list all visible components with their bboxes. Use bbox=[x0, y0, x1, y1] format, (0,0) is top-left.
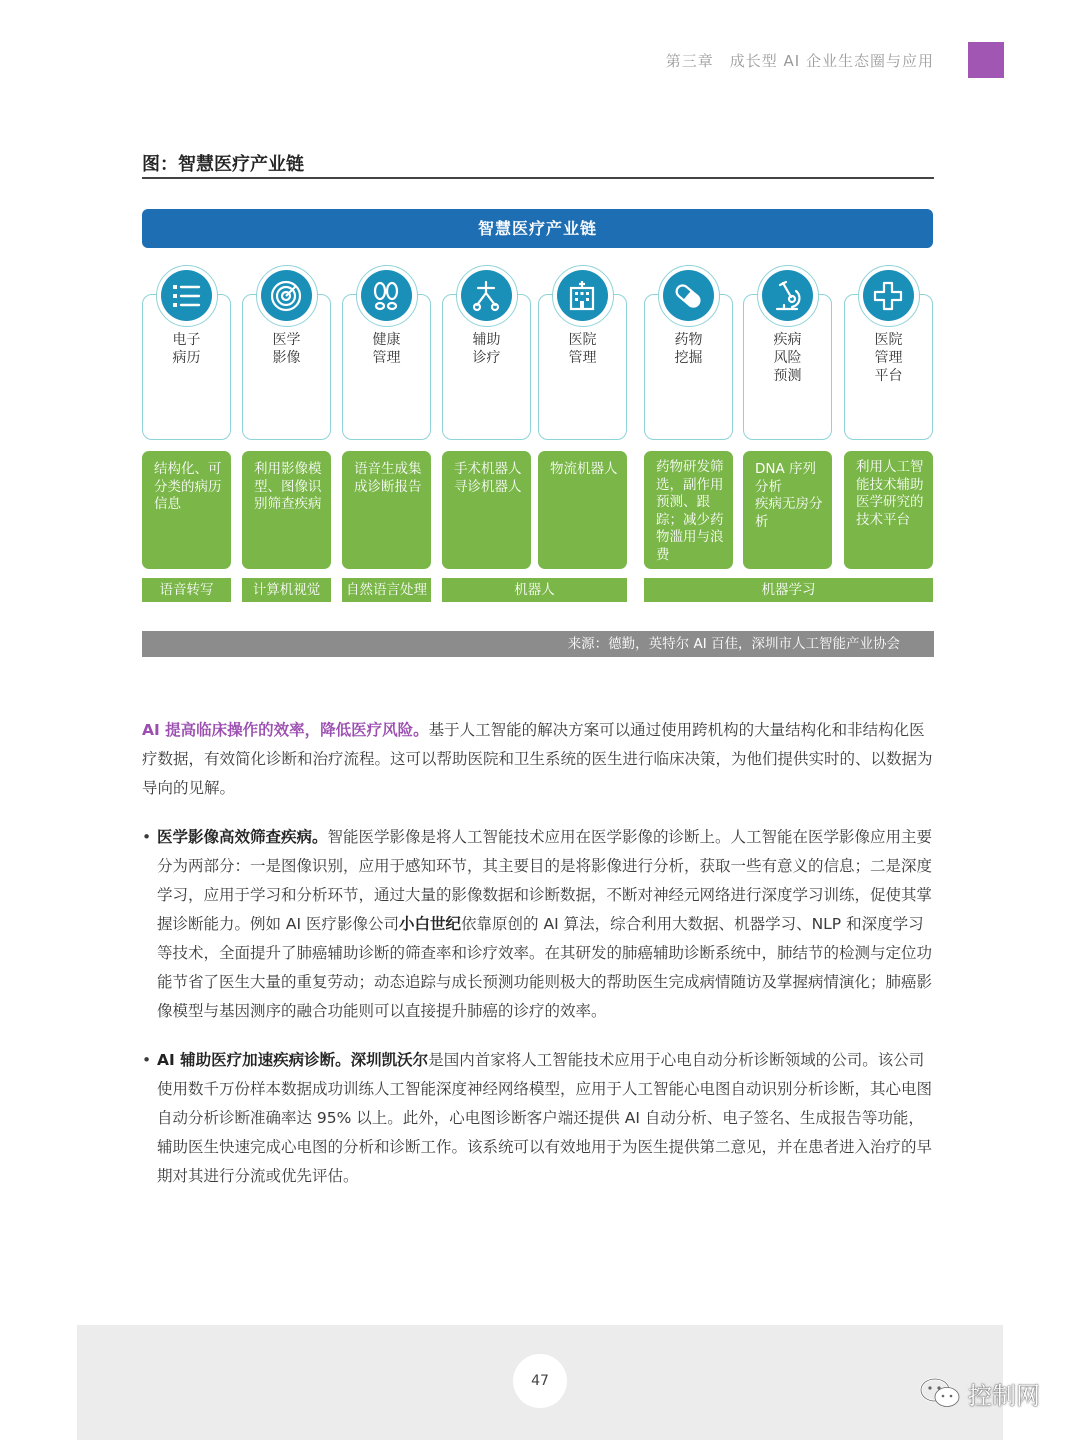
card-medical-imaging bbox=[242, 294, 331, 440]
desc-box: 手术机器人寻诊机器人 bbox=[442, 451, 531, 569]
medical-record-list-icon bbox=[161, 270, 212, 321]
tech-tag: 语音转写 bbox=[142, 578, 231, 602]
hospital-building-icon bbox=[557, 270, 608, 321]
company-name: 小白世纪 bbox=[399, 915, 462, 933]
card-hospital-platform bbox=[844, 294, 933, 440]
bullet-text: 是国内首家将人工智能技术应用于心电自动分析诊断领域的公司。该公司使用数千万份样本数据成功训练人工智能深度神经网络模型，应用于人工智能心电图自动识别分析诊断，其心电图自动分析诊断准确率达 95% 以上。此外，心电图诊断客户端还提供 AI 自动分析、电子签名、生成报告等功能，辅助医生快速完成心电图的分析和诊断工作。该系统可以有效地用于为医生提供第二意见，并在患者进入治疗的早期对其进行分流或优先评估。 bbox=[157, 1051, 933, 1185]
pill-icon bbox=[663, 270, 714, 321]
wechat-icon bbox=[918, 1376, 962, 1410]
card-disease-risk bbox=[743, 294, 832, 440]
microscope-icon bbox=[762, 270, 813, 321]
bullet-text: 依靠原创的 AI 算法，综合利用大数据、机器学习、NLP 和深度学习等技术，全面提升了肺癌辅助诊断的筛查率和诊疗效率。在其研发的肺癌辅助诊断系统中，肺结节的检测与定位功能节省了医生大量的重复劳动；动态追踪与成长预测功能则极大的帮助医生完成病情随访及掌握病情演化；肺癌影像模型与基因测序的融合功能则可以直接提升肺癌的诊疗的效率。 bbox=[157, 915, 933, 1020]
card-hospital-management bbox=[538, 294, 627, 440]
desc-box: 语音生成集成诊断报告 bbox=[342, 451, 431, 569]
figure-title: 图：智慧医疗产业链 bbox=[142, 154, 304, 175]
company-name: 深圳凯沃尔 bbox=[350, 1051, 429, 1069]
card-drug-mining bbox=[644, 294, 733, 440]
card-assisted-treatment bbox=[442, 294, 531, 440]
page-header bbox=[0, 48, 1080, 78]
bullet-lead: 医学影像高效筛查疾病。 bbox=[157, 828, 328, 846]
card-label: 健康 管理 bbox=[372, 332, 401, 366]
footprints-icon bbox=[361, 270, 412, 321]
card-label: 电子 病历 bbox=[172, 332, 201, 366]
desc-box: 结构化、可分类的病历信息 bbox=[142, 451, 231, 569]
chapter-title: 第三章 成长型 AI 企业生态圈与应用 bbox=[665, 52, 934, 70]
bullet-imaging bbox=[142, 823, 938, 1026]
robot-arm-icon bbox=[461, 270, 512, 321]
intro-body: 基于人工智能的解决方案可以通过使用跨机构的大量结构化和非结构化医疗数据，有效简化诊断和治疗流程。这可以帮助医院和卫生系统的医生进行临床决策，为他们提供实时的、以数据为导向的见解。 bbox=[142, 721, 933, 797]
desc-box: 利用影像模型、图像识别筛查疾病 bbox=[242, 451, 331, 569]
desc-box: 物流机器人 bbox=[538, 451, 627, 569]
bullet-ecg bbox=[142, 1046, 938, 1191]
intro-paragraph bbox=[142, 716, 938, 803]
tech-tag: 机器人 bbox=[442, 578, 627, 602]
intro-lead: AI 提高临床操作的效率，降低医疗风险。 bbox=[142, 721, 429, 739]
medical-cross-icon bbox=[863, 270, 914, 321]
tech-tag: 计算机视觉 bbox=[242, 578, 331, 602]
tech-tag: 自然语言处理 bbox=[342, 578, 431, 602]
card-label: 疾病 风险 预测 bbox=[773, 332, 802, 384]
figure-title-rule bbox=[142, 177, 934, 179]
desc-box: 药物研发筛选，副作用预测、跟踪；减少药物滥用与浪费 bbox=[644, 451, 733, 569]
card-health-management bbox=[342, 294, 431, 440]
card-label: 辅助 诊疗 bbox=[472, 332, 501, 366]
radar-scan-icon bbox=[261, 270, 312, 321]
bullet-dot: • bbox=[142, 1051, 152, 1069]
chain-banner: 智慧医疗产业链 bbox=[142, 209, 933, 248]
desc-box: DNA 序列分析 疾病无房分析 bbox=[743, 451, 832, 569]
card-label: 药物 挖掘 bbox=[674, 332, 703, 366]
chapter-color-block bbox=[968, 42, 1004, 78]
card-electronic-records bbox=[142, 294, 231, 440]
bullet-text: 智能医学影像是将人工智能技术应用在医学影像的诊断上。人工智能在医学影像应用主要分为两部分：一是图像识别，应用于感知环节，其主要目的是将影像进行分析，获取一些有意义的信息；二是深度学习，应用于学习和分析环节，通过大量的影像数据和诊断数据，不断对神经元网络进行深度学习训练，促使其掌握诊断能力。例如 AI 医疗影像公司 bbox=[157, 828, 933, 933]
watermark-text: 控制网 bbox=[968, 1382, 1040, 1410]
page-number: 47 bbox=[513, 1354, 567, 1408]
figure-source: 来源：德勤，英特尔 AI 百佳，深圳市人工智能产业协会 bbox=[142, 631, 934, 657]
bullet-dot: • bbox=[142, 828, 152, 846]
card-label: 医院 管理 平台 bbox=[874, 332, 903, 384]
tech-tag: 机器学习 bbox=[644, 578, 933, 602]
bullet-lead: AI 辅助医疗加速疾病诊断。 bbox=[157, 1051, 351, 1069]
card-label: 医院 管理 bbox=[568, 332, 597, 366]
card-label: 医学 影像 bbox=[272, 332, 301, 366]
desc-box: 利用人工智能技术辅助医学研究的技术平台 bbox=[844, 451, 933, 569]
